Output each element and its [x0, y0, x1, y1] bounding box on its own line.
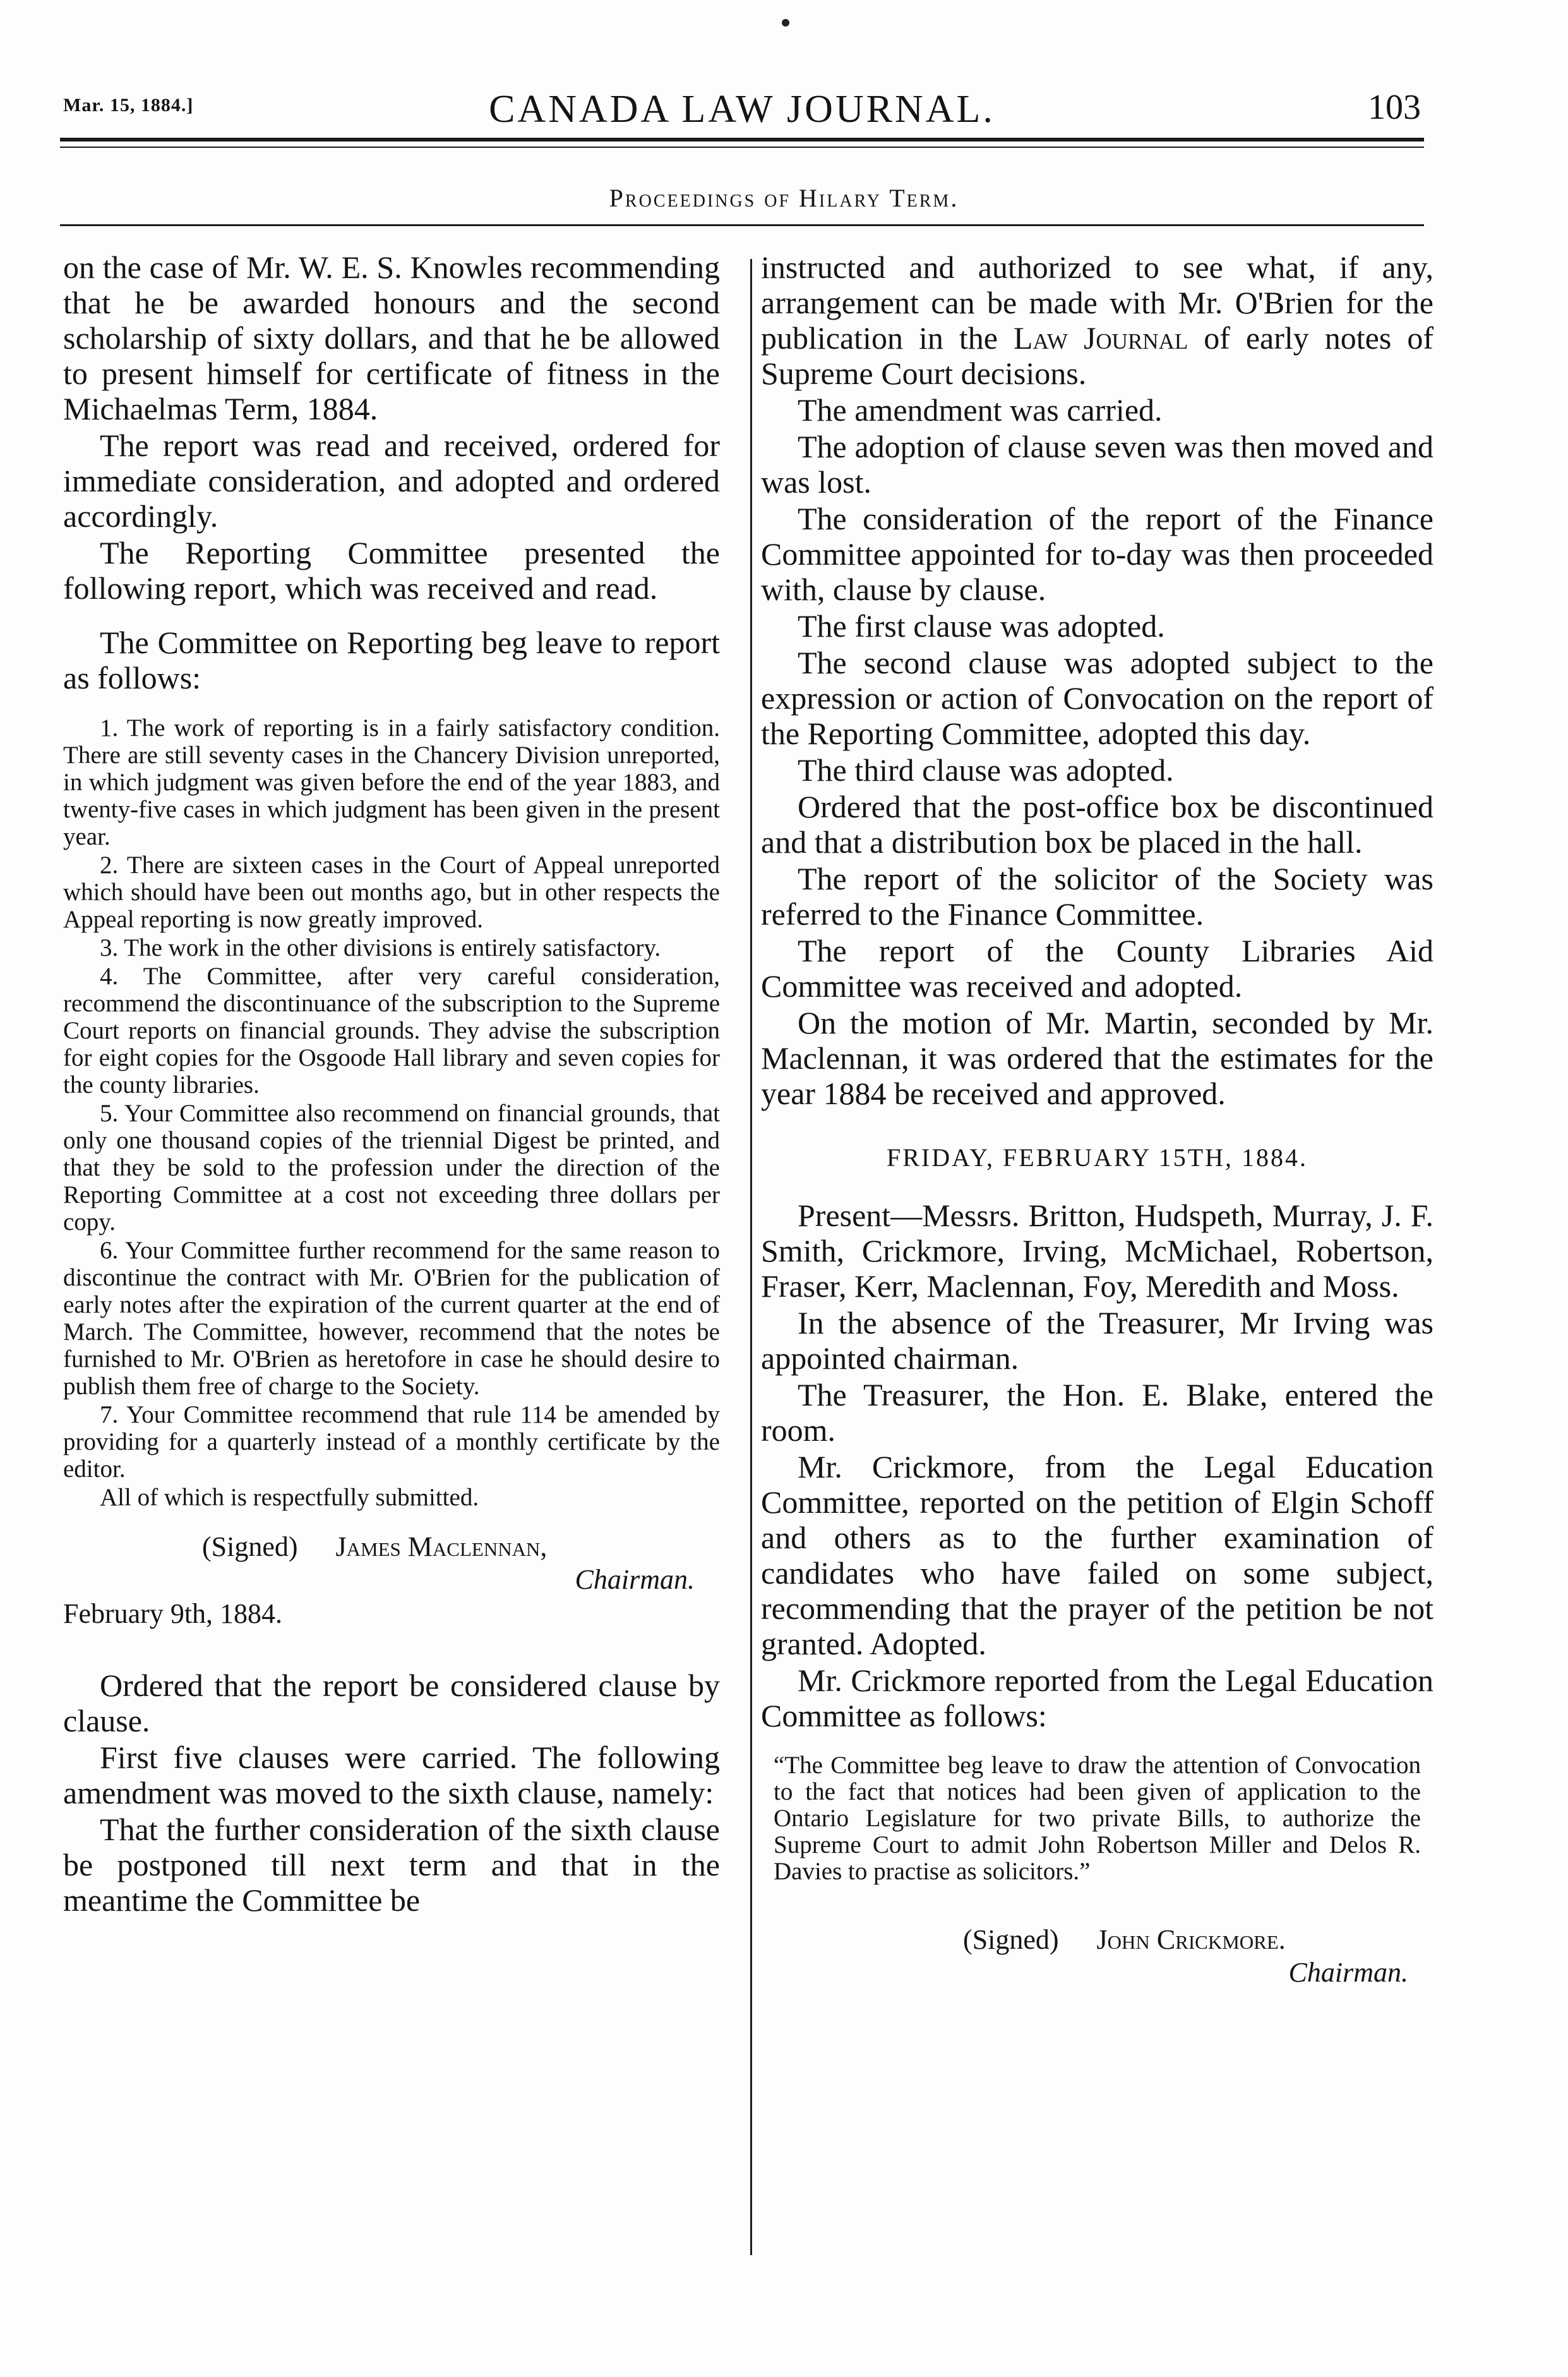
paragraph: The second clause was adopted subject to the expression or action of Convocation on the report of the Reporting Committee, adopted this day.: [761, 645, 1433, 751]
journal-title: CANADA LAW JOURNAL.: [489, 88, 995, 131]
paragraph: The report of the solicitor of the Society was referred to the Finance Committee.: [761, 861, 1433, 932]
signer-name: James Maclennan,: [335, 1531, 548, 1562]
paragraph: The consideration of the report of the Finance Committee appointed for to-day was then proceeded with, clause by clause.: [761, 501, 1433, 607]
paragraph: In the absence of the Treasurer, Mr Irving was appointed chairman.: [761, 1305, 1433, 1376]
issue-date: Mar. 15, 1884.]: [63, 95, 194, 116]
paragraph-first-five: First five clauses were carried. The following amendment was moved to the sixth clause, namely:: [63, 1740, 720, 1810]
paragraph-ordered: Ordered that the report be considered clause by clause.: [63, 1668, 720, 1738]
paragraph: Mr. Crickmore reported from the Legal Education Committee as follows:: [761, 1663, 1433, 1733]
paragraph: The first clause was adopted.: [798, 608, 1165, 644]
page-number: 103: [1368, 88, 1421, 127]
paragraph: The amendment was carried.: [798, 392, 1163, 428]
paragraph-knowles: on the case of Mr. W. E. S. Knowles recommending that he be awarded honours and the second scholarship of sixty dollars, and that he be allowed to present himself for certificate of fitness in the Michaelmas Term, 1884.: [63, 250, 720, 426]
column-divider: [750, 259, 752, 2255]
signed-label: (Signed): [202, 1531, 298, 1562]
running-head: [63, 82, 1421, 133]
signature-line: [63, 1530, 720, 1564]
header-rule: [60, 138, 1424, 141]
report-item: 1. The work of reporting is in a fairly satisfactory condition. There are still seventy cases in the Chancery Division unreported, in which judgment was given before the end of the year 1883, and twenty-five cases in which judgment has been given in the present year.: [63, 714, 720, 850]
section-rule: [60, 224, 1424, 226]
paragraph-present: Present—Messrs. Britton, Hudspeth, Murray, J. F. Smith, Crickmore, Irving, McMichael, Robertson, Fraser, Kerr, Maclennan, Foy, Meredith and Moss.: [761, 1198, 1433, 1304]
paragraph-committee-beg-leave: The Committee on Reporting beg leave to report as follows:: [63, 625, 720, 695]
paragraph-report-read: The report was read and received, ordered for immediate consideration, and adopted and ordered accordingly.: [63, 428, 720, 534]
signer-role: Chairman.: [575, 1564, 695, 1595]
quoted-report: “The Committee beg leave to draw the attention of Convocation to the fact that notices had been given of application to the Ontario Legislature for two private Bills, to authorize the Supreme Court to admit John Robertson Miller and Delos R. Davies to practise as solicitors.”: [774, 1752, 1421, 1885]
paragraph: Mr. Crickmore, from the Legal Education Committee, reported on the petition of Elgin Schoff and others as to the further examination of candidates who have failed on some subject, recommending that the prayer of the petition be not granted. Adopted.: [761, 1449, 1433, 1661]
report-item: 7. Your Committee recommend that rule 114 be amended by providing for a quarterly instead of a monthly certificate by the editor.: [63, 1401, 720, 1483]
report-item: 6. Your Committee further recommend for the same reason to discontinue the contract with Mr. O'Brien for the publication of early notes after the expiration of the current quarter at the end of March. The Committee, however, recommend that the notes be furnished to Mr. O'Brien as heretofore in case he should desire to publish them free of charge to the Society.: [63, 1237, 720, 1400]
law-journal-name: Law Journal: [1013, 320, 1188, 356]
signer-role: Chairman.: [1288, 1957, 1408, 1988]
paragraph: The report of the County Libraries Aid Committee was received and adopted.: [761, 933, 1433, 1004]
paragraph: The Treasurer, the Hon. E. Blake, entered the room.: [761, 1377, 1433, 1448]
submitted-line: All of which is respectfully submitted.: [100, 1484, 479, 1511]
section-heading: Proceedings of Hilary Term.: [609, 184, 959, 212]
report-item: 2. There are sixteen cases in the Court of Appeal unreported which should have been out months ago, but in other respects the Appeal reporting is now greatly improved.: [63, 852, 720, 933]
right-column: [761, 250, 1433, 1989]
signed-label: (Signed): [963, 1924, 1059, 1955]
date-heading: FRIDAY, FEBRUARY 15TH, 1884.: [886, 1143, 1308, 1172]
left-column: [63, 250, 720, 1919]
report-date: February 9th, 1884.: [63, 1598, 283, 1629]
paragraph: The third clause was adopted.: [798, 752, 1174, 788]
signer-name: John Crickmore.: [1096, 1924, 1286, 1955]
paragraph-amendment-text: That the further consideration of the sixth clause be postponed till next term and that in the meantime the Committee be: [63, 1812, 720, 1918]
paragraph-instructed: instructed and authorized to see what, if any, arrangement can be made with Mr. O'Brien for the publication in the Law Journal of early notes of Supreme Court decisions.: [761, 250, 1433, 391]
paragraph: On the motion of Mr. Martin, seconded by Mr. Maclennan, it was ordered that the estimates for the year 1884 be received and approved.: [761, 1005, 1433, 1111]
paragraph: The adoption of clause seven was then moved and was lost.: [761, 429, 1433, 500]
report-item: 3. The work in the other divisions is entirely satisfactory.: [100, 934, 661, 961]
report-item: 5. Your Committee also recommend on financial grounds, that only one thousand copies of the triennial Digest be printed, and that they be sold to the profession under the direction of the Reporting Committee at a cost not exceeding three dollars per copy.: [63, 1100, 720, 1236]
print-speck: [782, 19, 789, 27]
paragraph: Ordered that the post-office box be discontinued and that a distribution box be placed in the hall.: [761, 789, 1433, 860]
report-item: 4. The Committee, after very careful consideration, recommend the discontinuance of the subscription to the Supreme Court reports on financial grounds. They advise the subscription for eight copies for the Osgoode Hall library and seven copies for the county libraries.: [63, 963, 720, 1098]
paragraph-reporting-committee: The Reporting Committee presented the following report, which was received and read.: [63, 535, 720, 606]
signature-line: [761, 1923, 1433, 1957]
header-rule-thin: [60, 147, 1424, 148]
